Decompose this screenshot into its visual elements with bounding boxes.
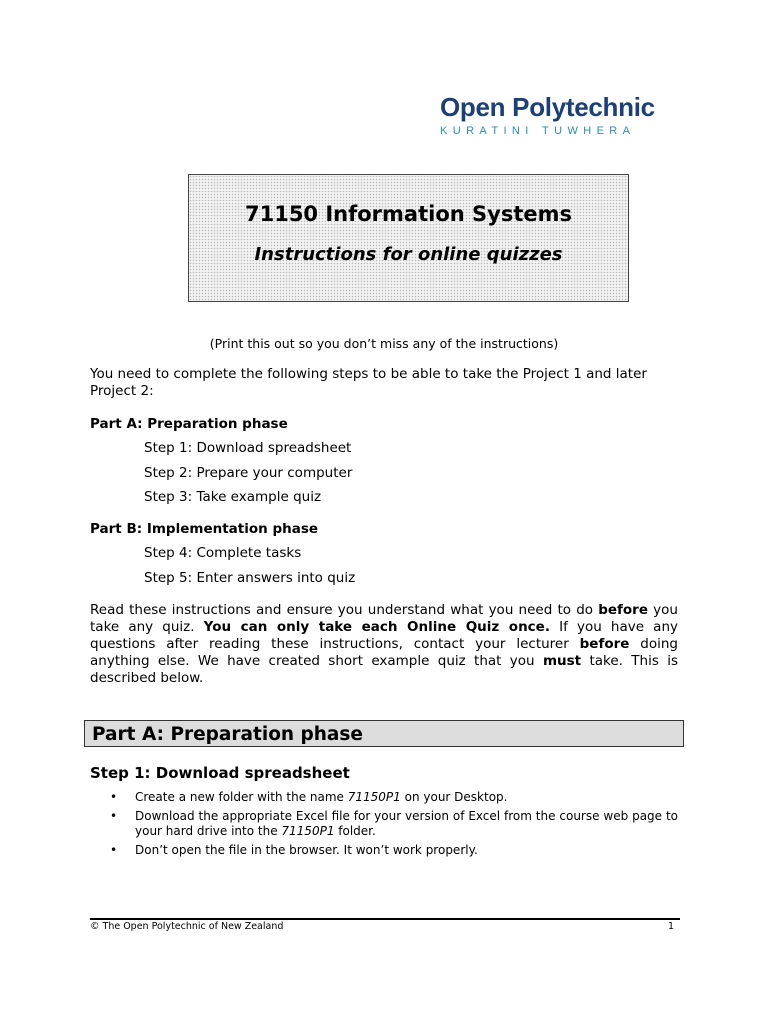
folder-name: 71150P1 (281, 824, 335, 838)
part-b-heading: Part B: Implementation phase (90, 521, 319, 537)
text-run: doing anything else. We have created short example quiz that you (90, 636, 678, 669)
print-note: (Print this out so you don’t miss any of the instructions) (209, 336, 559, 351)
bullet-icon: • (110, 808, 118, 823)
intro-paragraph: You need to complete the following steps to be able to take the Project 1 and later Project 2: (90, 366, 647, 399)
text-run: Download the appropriate Excel file for your version of Excel from the course web page to your hard drive into the (135, 808, 678, 838)
document-subtitle: Instructions for online quizzes (254, 244, 563, 265)
text-run: Don’t open the file in the browser. It won’t work properly. (135, 842, 478, 857)
text-run: on your Desktop. (400, 790, 508, 804)
logo-name: Open Polytechnic (440, 92, 655, 122)
text-run: Create a new folder with the name (135, 790, 348, 804)
part-a-heading: Part A: Preparation phase (90, 416, 288, 432)
emphasis-once: You can only take each Online Quiz once. (203, 619, 550, 635)
instructions-paragraph (90, 602, 678, 687)
text-run: Read these instructions and ensure you understand what you need to do (90, 602, 599, 618)
step-item: Step 1: Download spreadsheet (144, 440, 352, 456)
step-1-heading: Step 1: Download spreadsheet (90, 764, 350, 782)
footer-divider (90, 918, 680, 920)
bullet-icon: • (110, 842, 118, 857)
bullet-list (110, 790, 678, 861)
page-number: 1 (668, 921, 675, 932)
logo-tagline: KURATINI TUWHERA (440, 125, 636, 137)
section-heading-part-a: Part A: Preparation phase (84, 720, 684, 747)
step-item: Step 2: Prepare your computer (144, 464, 353, 481)
emphasis-must: must (542, 653, 582, 669)
text-run: you take any quiz. (90, 602, 678, 635)
footer-copyright: © The Open Polytechnic of New Zealand (90, 921, 284, 932)
list-item (110, 809, 678, 840)
text-run: folder. (334, 824, 376, 838)
list-item (110, 790, 678, 806)
step-item: Step 5: Enter answers into quiz (144, 569, 356, 586)
text-run: take. This is described below. (90, 653, 678, 686)
emphasis-before: before (598, 602, 648, 618)
emphasis-before: before (579, 636, 630, 652)
step-item: Step 3: Take example quiz (144, 489, 322, 505)
list-item (110, 843, 678, 859)
part-a-steps (144, 440, 352, 514)
part-b-steps (144, 545, 355, 594)
title-box (188, 174, 629, 302)
bullet-icon: • (110, 790, 118, 804)
folder-name: 71150P1 (347, 790, 401, 804)
text-run: If you have any questions after reading these instructions, contact your lecturer (90, 619, 678, 652)
open-polytechnic-logo (440, 92, 680, 137)
document-title: 71150 Information Systems (244, 202, 572, 226)
step-item: Step 4: Complete tasks (144, 545, 302, 561)
